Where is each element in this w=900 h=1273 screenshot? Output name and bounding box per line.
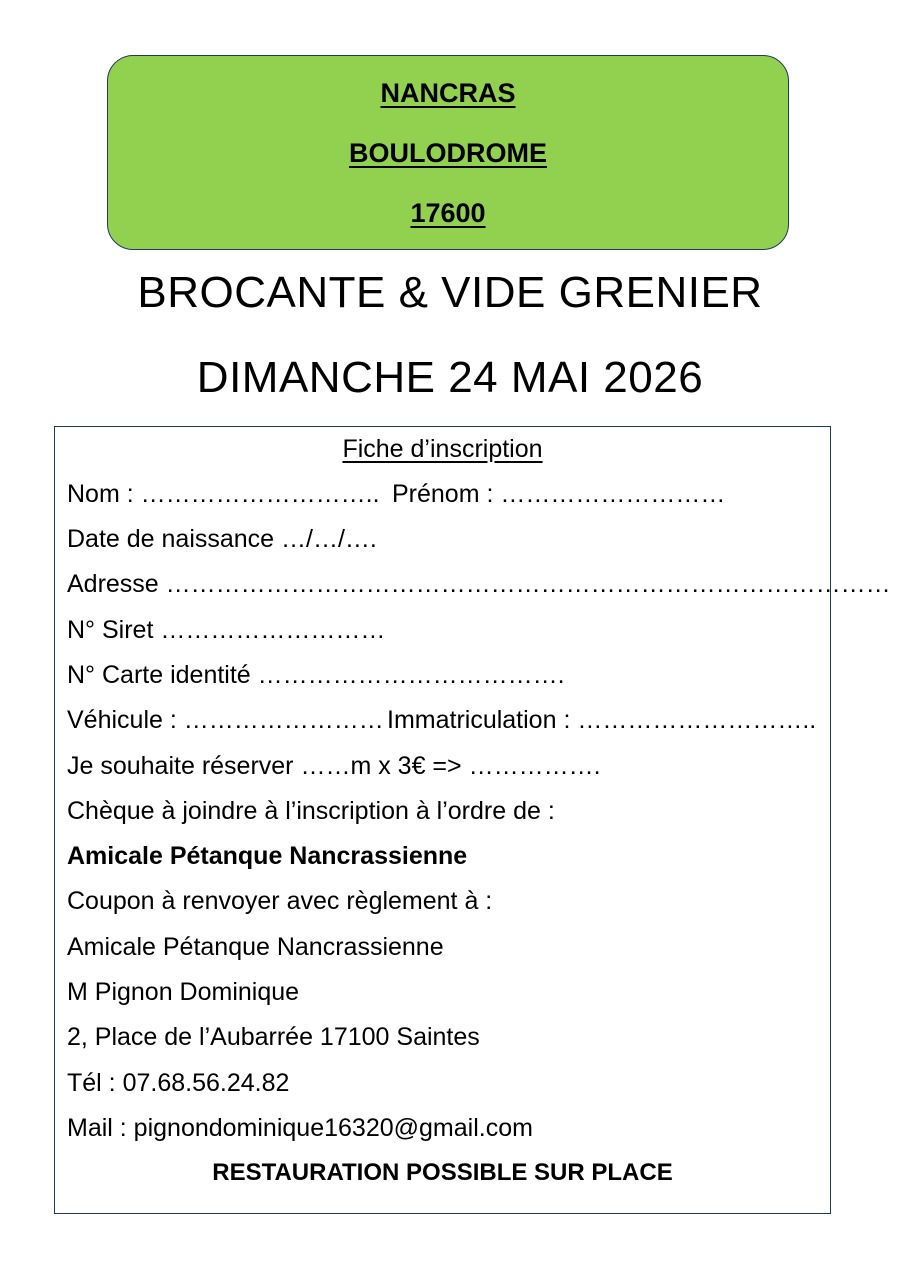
vehicule-field: Véhicule : …………………… xyxy=(67,706,384,734)
contact-name: M Pignon Dominique xyxy=(67,978,300,1006)
association-name: Amicale Pétanque Nancrassienne xyxy=(67,933,444,961)
reservation-field: Je souhaite réserver ……m x 3€ => ……………. xyxy=(67,752,601,780)
contact-address: 2, Place de l’Aubarrée 17100 Saintes xyxy=(67,1023,480,1051)
header-box xyxy=(107,55,789,250)
carte-identite-field: N° Carte identité ………………………………. xyxy=(67,661,565,689)
date-naissance-field: Date de naissance …/…/…. xyxy=(67,525,377,553)
cheque-payee: Amicale Pétanque Nancrassienne xyxy=(67,842,468,870)
contact-phone: Tél : 07.68.56.24.82 xyxy=(67,1069,290,1097)
village-name: NANCRAS xyxy=(380,78,516,108)
cheque-instruction: Chèque à joindre à l’inscription à l’ordre de : xyxy=(67,797,555,825)
contact-email: Mail : pignondominique16320@gmail.com xyxy=(67,1114,533,1142)
event-title: BROCANTE & VIDE GRENIER xyxy=(137,268,763,317)
coupon-instruction: Coupon à renvoyer avec règlement à : xyxy=(67,887,493,915)
form-title: Fiche d’inscription xyxy=(342,435,543,463)
venue-name: BOULODROME xyxy=(349,138,547,168)
postal-code: 17600 xyxy=(410,198,486,228)
nom-field: Nom : ……………………….. xyxy=(67,480,380,508)
immatriculation-field: Immatriculation : ……………………….. xyxy=(387,706,817,734)
prenom-field: Prénom : ……………………… xyxy=(392,480,726,508)
siret-field: N° Siret ……………………… xyxy=(67,616,386,644)
adresse-field: Adresse …………………………………………………………………………… xyxy=(67,570,891,598)
registration-form xyxy=(54,426,891,1214)
event-date: DIMANCHE 24 MAI 2026 xyxy=(196,353,704,402)
restauration-notice: RESTAURATION POSSIBLE SUR PLACE xyxy=(212,1159,673,1186)
